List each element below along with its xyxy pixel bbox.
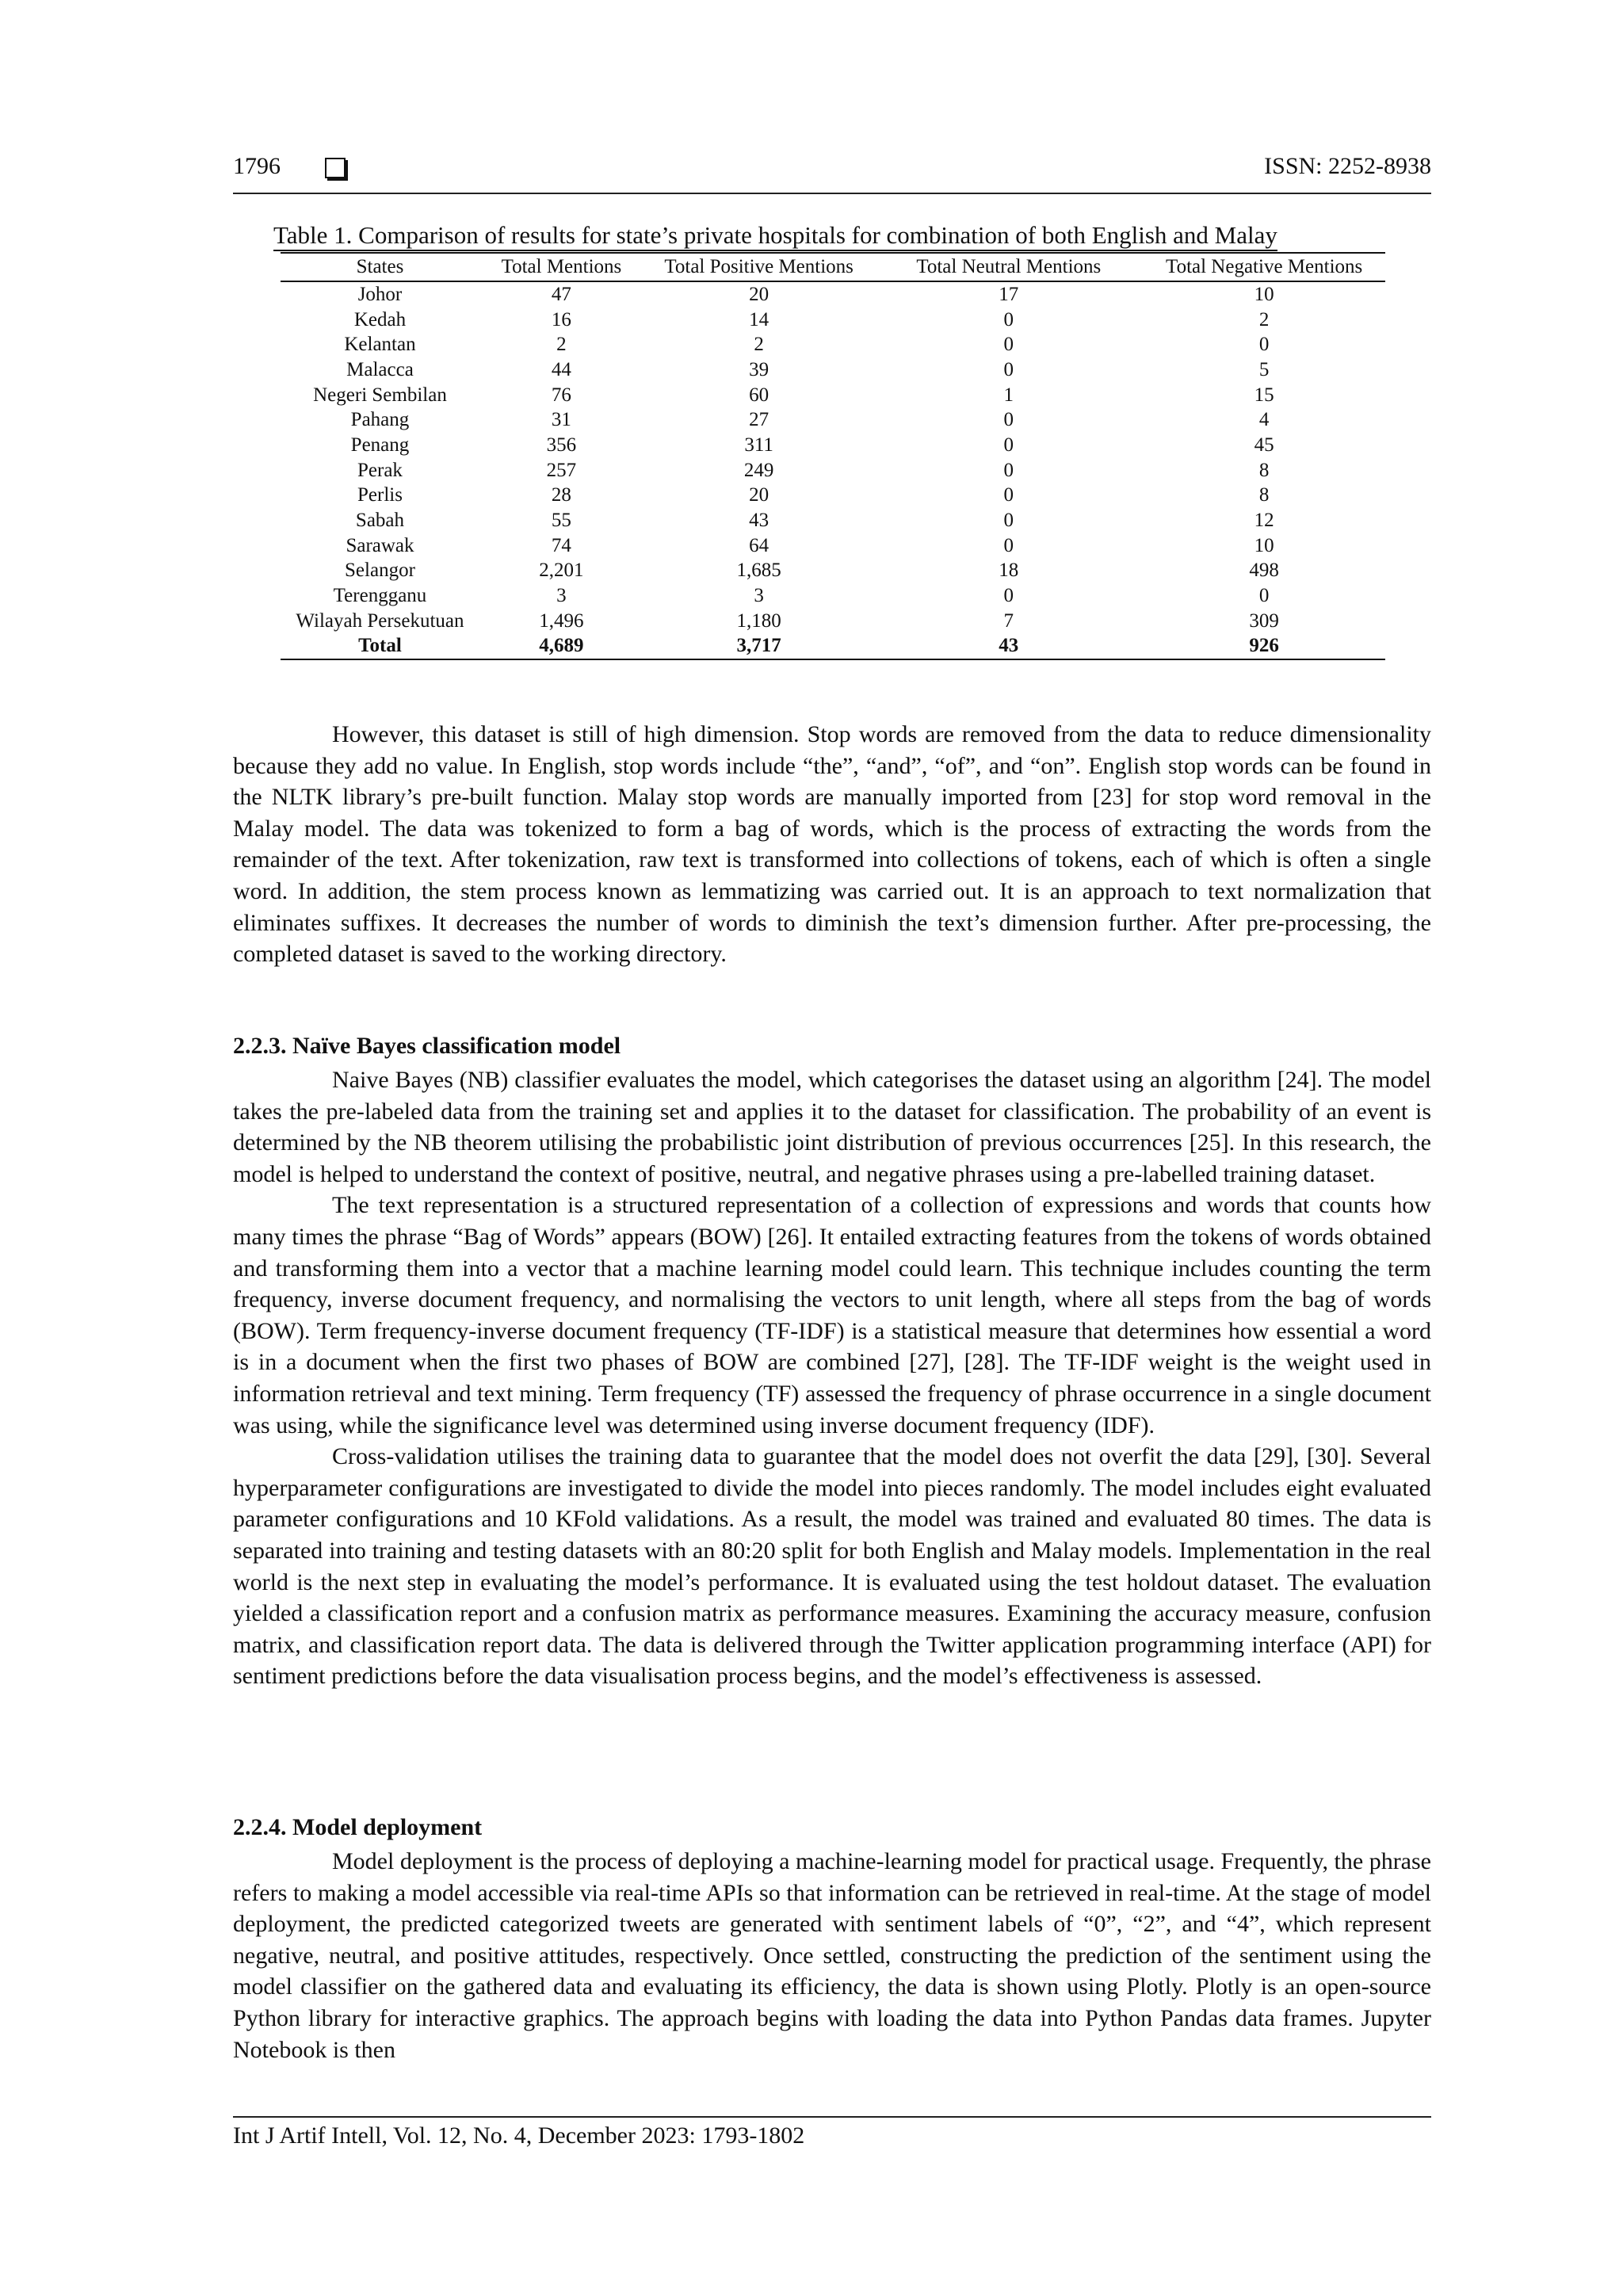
- table-row: [281, 609, 1385, 634]
- page-footer: [233, 2116, 1431, 2149]
- table-cell: 20: [749, 484, 769, 506]
- table-cell: 2: [1258, 308, 1270, 330]
- table-cell: 309: [1249, 609, 1279, 632]
- table-cell: 0: [1003, 358, 1014, 380]
- table-row: [281, 583, 1385, 609]
- table-total-row: [281, 634, 1385, 660]
- paragraph: Naive Bayes (NB) classifier evaluates the model, which categorises the dataset using an algorithm [24]. The model takes the pre-labeled data from the training set and applies it to the dataset for classification. The probability of an event is determined by the NB theorem utilising the probabilistic joint distribution of previous occurrences [25]. In this research, the model is helped to understand the context of positive, neutral, and negative phrases using a pre-labelled training dataset.: [233, 1067, 1431, 1187]
- table-cell: Malacca: [346, 358, 414, 380]
- table-cell: 43: [749, 510, 769, 532]
- table-row: [281, 308, 1385, 333]
- paragraph: Cross-validation utilises the training data to guarantee that the model does not overfit the data [29], [30]. Several hyperparameter configurations are investigated to divide the model into pieces randomly. The model includes eight evaluated parameter configurations and 10 KFold validations. As a result, the model was trained and evaluated 80 times. The data is separated into training and testing datasets with an 80:20 split for both English and Malay models. Implementation in the real world is the next step in evaluating the model’s performance. It is evaluated using the test holdout dataset. The evaluation yielded a classification report and a confusion matrix as performance measures. Examining the accuracy measure, confusion matrix, and classification report data. The data is delivered through the Twitter application programming interface (API) for sentiment predictions before the data visualisation process begins, and the model’s effectiveness is assessed.: [233, 1443, 1431, 1690]
- table-cell: 76: [551, 384, 571, 406]
- table-cell: Kelantan: [344, 334, 416, 356]
- table-cell: Wilayah Persekutuan: [296, 609, 464, 632]
- section-heading-2-2-3: 2.2.3. Naïve Bayes classification model: [233, 1033, 621, 1059]
- column-header: Total Mentions: [479, 253, 643, 281]
- table-row: [281, 407, 1385, 433]
- table-cell: 8: [1258, 484, 1270, 506]
- section-2-2-4-text: [233, 1846, 1431, 2065]
- table-cell: Negeri Sembilan: [313, 384, 447, 406]
- table-cell: 311: [744, 434, 773, 456]
- results-table: [281, 252, 1385, 660]
- table-cell: 1,180: [736, 609, 781, 632]
- table-cell: 2: [556, 334, 567, 356]
- table-cell: 27: [749, 409, 769, 431]
- table-cell: Sabah: [355, 510, 405, 532]
- table-cell: Perlis: [357, 484, 403, 506]
- table-cell: 16: [551, 308, 571, 330]
- table-cell: 14: [749, 308, 769, 330]
- section-heading-2-2-4: 2.2.4. Model deployment: [233, 1814, 483, 1840]
- table-row: [281, 383, 1385, 408]
- table-row: [281, 357, 1385, 383]
- table-header-row: [281, 253, 1385, 281]
- table-body: [281, 281, 1385, 659]
- table-cell: 0: [1003, 510, 1014, 532]
- table-cell: 498: [1249, 560, 1279, 582]
- table-cell: 249: [743, 459, 774, 481]
- table-cell: 12: [1254, 510, 1274, 532]
- table-cell: 0: [1258, 334, 1270, 356]
- table-cell: 5: [1258, 358, 1270, 380]
- table-cell: 4,689: [479, 634, 643, 660]
- table-cell: Selangor: [345, 560, 415, 582]
- column-header: Total Positive Mentions: [643, 253, 874, 281]
- table-cell: 3: [556, 585, 567, 607]
- table-row: [281, 483, 1385, 509]
- table-cell: 45: [1254, 434, 1274, 456]
- column-header: States: [281, 253, 479, 281]
- table-cell: 15: [1254, 384, 1274, 406]
- table-cell: 0: [1003, 459, 1014, 481]
- page-header: [233, 153, 1431, 194]
- table-cell: 0: [1258, 585, 1270, 607]
- column-header: Total Negative Mentions: [1143, 253, 1385, 281]
- table-cell: 2,201: [539, 560, 584, 582]
- table-cell: 55: [551, 510, 571, 532]
- table-cell: Johor: [357, 283, 403, 305]
- table-cell: 44: [551, 358, 571, 380]
- table-cell: 0: [1003, 308, 1014, 330]
- table-cell: Pahang: [350, 409, 410, 431]
- table-cell: 257: [546, 459, 577, 481]
- table-row: [281, 281, 1385, 308]
- table-cell: 31: [551, 409, 571, 431]
- table-cell: 8: [1258, 459, 1270, 481]
- table-cell: Penang: [350, 434, 410, 456]
- table-cell: 356: [546, 434, 577, 456]
- table-cell: 0: [1003, 585, 1014, 607]
- issn-label: ISSN: 2252-8938: [1264, 153, 1431, 179]
- table-cell: Sarawak: [346, 534, 414, 556]
- checkbox-square-icon: [325, 158, 346, 178]
- table-cell: Perak: [357, 459, 403, 481]
- table-cell: 0: [1003, 484, 1014, 506]
- table-cell: 3: [754, 585, 764, 607]
- table-cell: 2: [754, 334, 764, 356]
- table-cell: 28: [551, 484, 571, 506]
- table-caption: Table 1. Comparison of results for state’s private hospitals for combination of both English and Malay: [273, 221, 1391, 250]
- table-row: [281, 533, 1385, 559]
- table-cell: 17: [999, 283, 1019, 305]
- table-cell: 0: [1003, 534, 1014, 556]
- table-cell: Kedah: [353, 308, 407, 330]
- paragraph: The text representation is a structured representation of a collection of expressions and words that counts how many times the phrase “Bag of Words” appears (BOW) [26]. It entailed extracting features from the tokens of words obtained and transforming them into a vector that a machine learning model could learn. This technique includes counting the term frequency, inverse document frequency, and normalising the vectors to unit length, where all steps from the bag of words (BOW). Term frequency-inverse document frequency (TF-IDF) is a statistical measure that determines how essential a word is in a document when the first two phases of BOW are combined [27], [28]. The TF-IDF weight is the weight used in information retrieval and text mining. Term frequency (TF) assessed the frequency of phrase occurrence in a single document was using, while the significance level was determined using inverse document frequency (IDF).: [233, 1192, 1431, 1438]
- table-cell: 0: [1003, 409, 1014, 431]
- table-row: [281, 458, 1385, 483]
- table-cell: 47: [551, 283, 571, 305]
- page-number: 1796: [233, 153, 281, 179]
- table-cell: 10: [1254, 283, 1274, 305]
- table-cell: 10: [1254, 534, 1274, 556]
- table-cell: 7: [1003, 609, 1014, 632]
- table-cell: 4: [1258, 409, 1270, 431]
- table-row: [281, 433, 1385, 458]
- table-row: [281, 508, 1385, 533]
- intro-text: [233, 719, 1431, 970]
- table-row: [281, 332, 1385, 357]
- table-cell: 0: [1003, 334, 1014, 356]
- table-cell: Terengganu: [333, 585, 427, 607]
- table-cell: 43: [874, 634, 1143, 660]
- paragraph: However, this dataset is still of high dimension. Stop words are removed from the data to reduce dimensionality because they add no value. In English, stop words include “the”, “and”, “of”, and “on”. English stop words can be found in the NLTK library’s pre-built function. Malay stop words are manually imported from [23] for stop word removal in the Malay model. The data was tokenized to form a bag of words, which is the process of extracting the words from the remainder of the text. After tokenization, raw text is transformed into collections of tokens, each of which is often a single word. In addition, the stem process known as lemmatizing was carried out. It is an approach to text normalization that eliminates suffixes. It decreases the number of words to diminish the text’s dimension further. After pre-processing, the completed dataset is saved to the working directory.: [233, 721, 1431, 968]
- table-cell: 74: [551, 534, 571, 556]
- table-cell: 1: [1003, 384, 1014, 406]
- table-cell: 39: [749, 358, 769, 380]
- table-cell: 64: [749, 534, 769, 556]
- table-row: [281, 559, 1385, 584]
- table-cell: 3,717: [643, 634, 874, 660]
- table-cell: 1,685: [736, 560, 781, 582]
- table-cell: 0: [1003, 434, 1014, 456]
- table-cell: 20: [749, 283, 769, 305]
- paragraph: Model deployment is the process of deploying a machine-learning model for practical usage. Frequently, the phrase refers to making a model accessible via real-time APIs so that information can be retrieved in real-time. At the stage of model deployment, the predicted categorized tweets are generated with sentiment labels of “0”, “2”, and “4”, which represent negative, neutral, and positive attitudes, respectively. Once settled, constructing the prediction of the sentiment using the model classifier on the gathered data and evaluating its efficiency, the data is shown using Plotly. Plotly is an open-source Python library for interactive graphics. The approach begins with loading the data into Python Pandas data frames. Jupyter Notebook is then: [233, 1848, 1431, 2063]
- journal-citation: Int J Artif Intell, Vol. 12, No. 4, December 2023: 1793-1802: [233, 2122, 805, 2149]
- table-cell: 1,496: [539, 609, 584, 632]
- table-cell: 60: [749, 384, 769, 406]
- section-2-2-3-text: [233, 1064, 1431, 1692]
- column-header: Total Neutral Mentions: [874, 253, 1143, 281]
- table-cell: 18: [999, 560, 1019, 582]
- table-cell: Total: [281, 634, 479, 660]
- table-cell: 926: [1143, 634, 1385, 660]
